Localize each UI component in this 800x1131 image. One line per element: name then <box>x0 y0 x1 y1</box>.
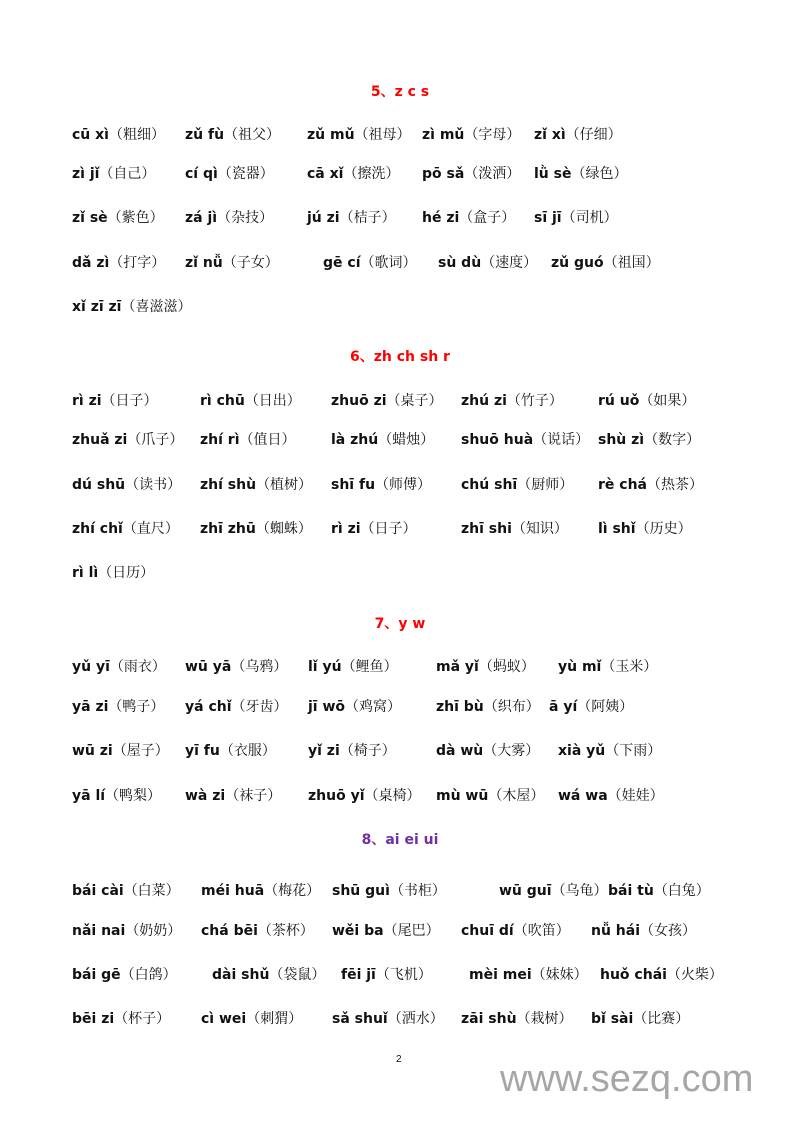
word-item: huǒ chái（火柴） <box>600 967 723 983</box>
word-item: chú shī（厨师） <box>461 477 574 493</box>
word-item: zhí chǐ（直尺） <box>72 521 179 537</box>
word-item: lǜ sè（绿色） <box>534 166 628 182</box>
page-number: 2 <box>396 1054 402 1065</box>
word-item: zǐ sè（紫色） <box>72 210 164 226</box>
word-item: cì wei（刺猬） <box>201 1011 303 1027</box>
word-item: dǎ zì（打字） <box>72 255 166 271</box>
section-heading-6: 6、zh ch sh r <box>350 349 450 365</box>
section-heading-7: 7、y w <box>374 616 426 632</box>
word-item: xià yǔ（下雨） <box>558 743 662 759</box>
word-item: chuī dí（吹笛） <box>461 923 570 939</box>
word-item: shī fu（师傅） <box>331 477 432 493</box>
word-item: zǐ xì（仔细） <box>534 127 622 143</box>
word-item: zhuō zi（桌子） <box>331 393 443 409</box>
word-item: dà wù（大雾） <box>436 743 540 759</box>
word-item: yī fu（衣服） <box>185 743 276 759</box>
word-item: mèi mei（妹妹） <box>469 967 588 983</box>
word-item: ā yí（阿姨） <box>549 699 634 715</box>
section-heading-5: 5、z c s <box>370 84 430 100</box>
word-item: mù wū（木屋） <box>436 788 545 804</box>
word-item: cí qì（瓷器） <box>185 166 274 182</box>
word-item: rú uǒ（如果） <box>598 393 696 409</box>
word-item: yá chǐ（牙齿） <box>185 699 288 715</box>
word-item: zá jì（杂技） <box>185 210 274 226</box>
word-item: bǐ sài（比赛） <box>591 1011 690 1027</box>
word-item: zhí shù（植树） <box>200 477 313 493</box>
word-item: nǚ hái（女孩） <box>591 923 697 939</box>
word-item: bái tù（白兔） <box>608 883 710 899</box>
word-item: zhī zhū（蜘蛛） <box>200 521 312 537</box>
word-item: shù zì（数字） <box>598 432 701 448</box>
word-item: pō sǎ（泼洒） <box>422 166 521 182</box>
word-item: rì chū（日出） <box>200 393 301 409</box>
word-item: dài shǔ（袋鼠） <box>212 967 326 983</box>
word-item: jú zi（桔子） <box>307 210 396 226</box>
word-item: mǎ yǐ（蚂蚁） <box>436 659 535 675</box>
word-item: wū zi（屋子） <box>72 743 169 759</box>
word-item: zǐ nǚ（子女） <box>185 255 279 271</box>
word-item: rì zi（日子） <box>72 393 158 409</box>
word-item: shuō huà（说话） <box>461 432 590 448</box>
word-item: zhī shi（知识） <box>461 521 568 537</box>
word-item: chá bēi（茶杯） <box>201 923 314 939</box>
word-item: zì jǐ（自己） <box>72 166 156 182</box>
word-item: sù dù（速度） <box>438 255 538 271</box>
word-item: yǔ yī（雨衣） <box>72 659 166 675</box>
word-item: lì shǐ（历史） <box>598 521 692 537</box>
word-item: wěi ba（尾巴） <box>332 923 440 939</box>
word-item: yā zi（鸭子） <box>72 699 165 715</box>
word-item: xǐ zī zī（喜滋滋） <box>72 299 192 315</box>
word-item: zhuǎ zi（爪子） <box>72 432 184 448</box>
word-item: rì lì（日历） <box>72 565 155 581</box>
word-item: rè chá（热茶） <box>598 477 703 493</box>
word-item: sǎ shuǐ（洒水） <box>332 1011 444 1027</box>
section-heading-8: 8、ai ei ui <box>361 832 439 848</box>
word-item: bái cài（白菜） <box>72 883 180 899</box>
word-item: cū xì（粗细） <box>72 127 165 143</box>
word-item: hé zi（盒子） <box>422 210 516 226</box>
word-item: bēi zi（杯子） <box>72 1011 171 1027</box>
word-item: yǐ zi（椅子） <box>308 743 396 759</box>
word-item: zhú zi（竹子） <box>461 393 563 409</box>
word-item: méi huā（梅花） <box>201 883 321 899</box>
word-item: là zhú（蜡烛） <box>331 432 435 448</box>
word-item: zǔ fù（祖父） <box>185 127 281 143</box>
word-item: shū guì（书柜） <box>332 883 446 899</box>
word-item: dú shū（读书） <box>72 477 182 493</box>
word-item: wà zi（袜子） <box>185 788 282 804</box>
word-item: lǐ yú（鲤鱼） <box>308 659 398 675</box>
word-item: wá wa（娃娃） <box>558 788 664 804</box>
word-item: zhuō yǐ（桌椅） <box>308 788 421 804</box>
word-item: fēi jī（飞机） <box>341 967 432 983</box>
word-item: zǔ mǔ（祖母） <box>307 127 411 143</box>
word-item: zhī bù（织布） <box>436 699 540 715</box>
word-item: rì zi（日子） <box>331 521 417 537</box>
word-item: zì mǔ（字母） <box>422 127 521 143</box>
word-item: zāi shù（栽树） <box>461 1011 573 1027</box>
watermark: www.sezq.com <box>500 1058 754 1100</box>
word-item: bái gē（白鸽） <box>72 967 177 983</box>
word-item: wū guī（乌龟） <box>499 883 608 899</box>
word-item: sī jī（司机） <box>534 210 618 226</box>
word-item: zhí rì（值日） <box>200 432 296 448</box>
word-item: nǎi nai（奶奶） <box>72 923 182 939</box>
word-item: gē cí（歌词） <box>323 255 417 271</box>
word-item: jī wō（鸡窝） <box>308 699 402 715</box>
word-item: yù mǐ（玉米） <box>558 659 658 675</box>
word-item: zǔ guó（祖国） <box>551 255 660 271</box>
word-item: wū yā（乌鸦） <box>185 659 288 675</box>
word-item: cā xǐ（擦洗） <box>307 166 400 182</box>
word-item: yā lí（鸭梨） <box>72 788 162 804</box>
